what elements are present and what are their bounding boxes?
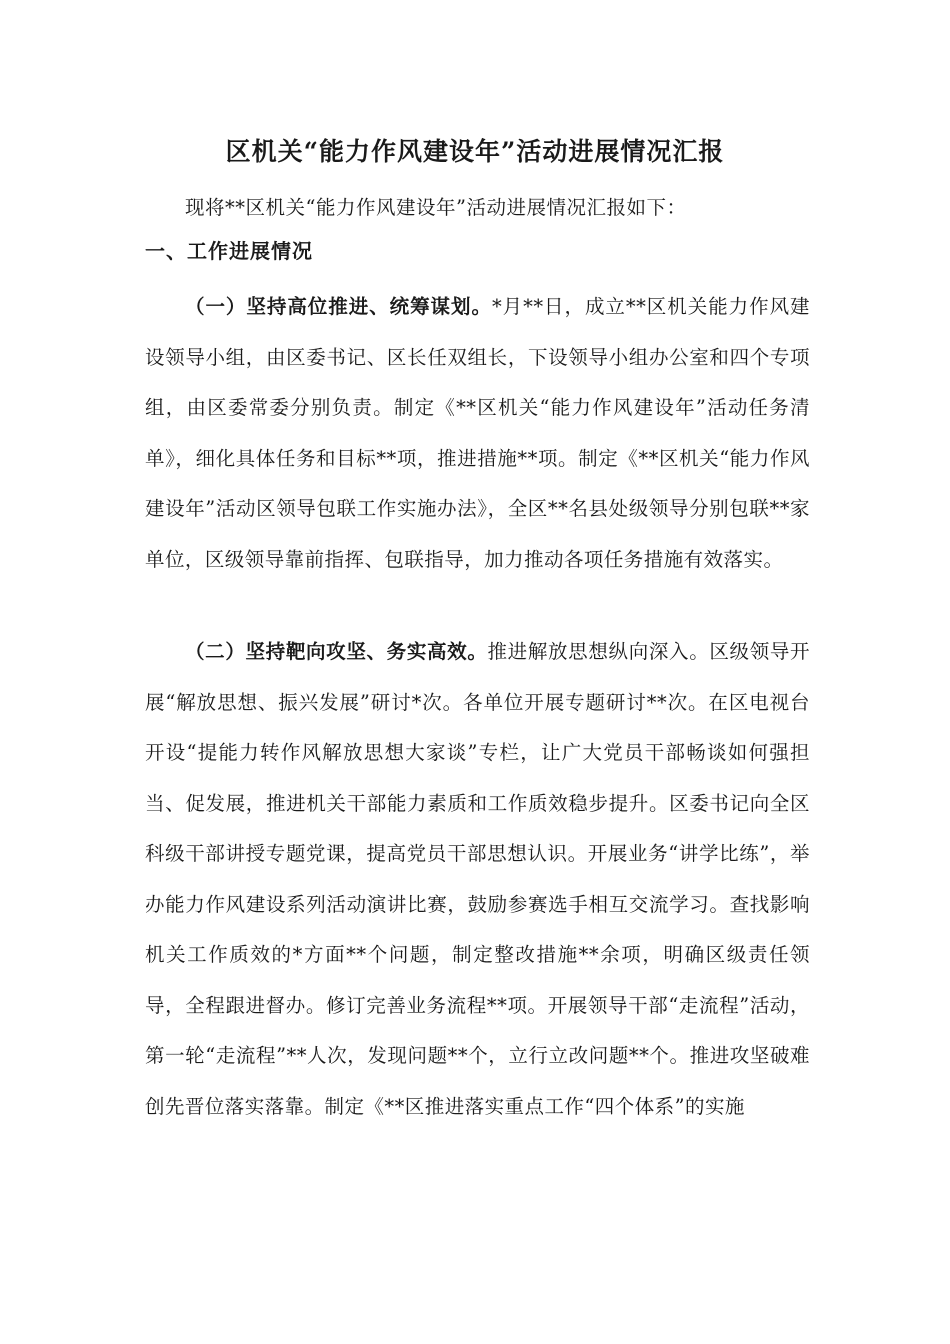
paragraph-body: 推进解放思想纵向深入。区级领导开展“解放思想、振兴发展”研讨*次。各单位开展专题研讨**次。在区电视台开设“提能力转作风解放思想大家谈”专栏，让广大党员干部畅谈如何强担当、促发展，推进机关干部能力素质和工作质效稳步提升。区委书记向全区科级干部讲授专题党课，提高党员干部思想认识。开展业务“讲学比练”，举办能力作风建设系列活动演讲比赛，鼓励参赛选手相互交流学习。查找影响机关工作质效的*方面**个问题，制定整改措施**余项，明确区级责任领导，全程跟进督办。修订完善业务流程**项。开展领导干部“走流程”活动，第一轮“走流程”**人次，发现问题**个，立行立改问题**个。推进攻坚破难创先晋位落实落靠。制定《**区推进落实重点工作“四个体系”的实施 [145, 640, 810, 1118]
section-heading: 一、工作进展情况 [145, 239, 313, 263]
paragraph-lead: （二）坚持靶向攻坚、务实高效。 [185, 640, 488, 663]
paragraph-lead: （一）坚持高位推进、统筹谋划。 [185, 295, 492, 318]
document-title: 区机关“能力作风建设年”活动进展情况汇报 [225, 137, 725, 166]
intro-paragraph: 现将**区机关“能力作风建设年”活动进展情况汇报如下： [185, 196, 687, 219]
paragraph-body: *月**日，成立**区机关能力作风建设领导小组，由区委书记、区长任双组长，下设领导小组办公室和四个专项组，由区委常委分别负责。制定《**区机关“能力作风建设年”活动任务清单》，细化具体任务和目标**项，推进措施**项。制定《**区机关“能力作风建设年”活动区领导包联工作实施办法》，全区**名县处级领导分别包联**家单位，区级领导靠前指挥、包联指导，加力推动各项任务措施有效落实。 [145, 295, 810, 571]
paragraph [145, 627, 810, 1132]
paragraph [145, 282, 810, 585]
